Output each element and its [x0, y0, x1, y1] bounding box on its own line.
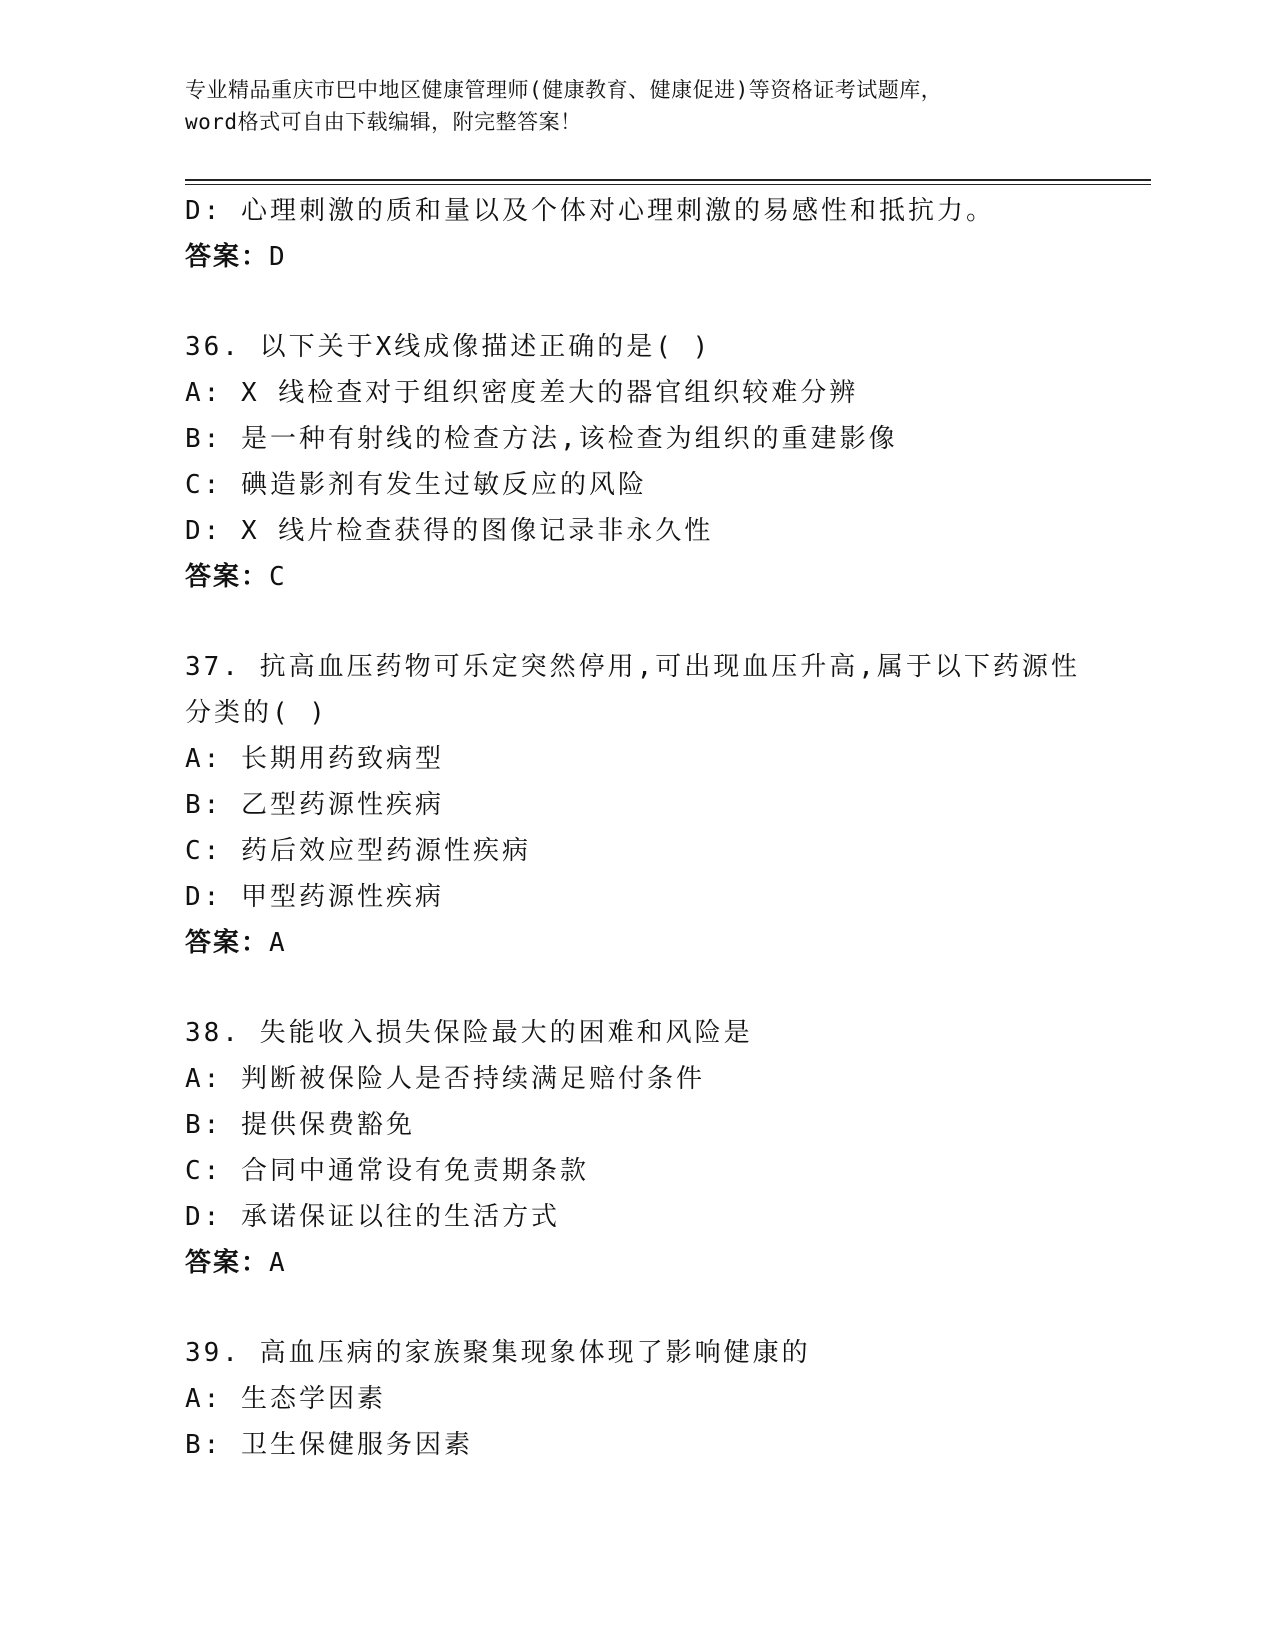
spacer [185, 966, 1145, 1010]
question-stem-line-1: 37. 抗高血压药物可乐定突然停用,可出现血压升高,属于以下药源性 [185, 652, 1080, 682]
question-37 [185, 644, 1145, 966]
option-d: D: 甲型药源性疾病 [185, 882, 444, 912]
answer-value: A [269, 928, 287, 958]
option-b: B: 卫生保健服务因素 [185, 1430, 473, 1460]
option-b: B: 乙型药源性疾病 [185, 790, 444, 820]
answer-value: D [269, 242, 287, 272]
answer-label: 答案： [185, 928, 270, 958]
answer-line [185, 920, 1145, 966]
question-stem: 38. 失能收入损失保险最大的困难和风险是 [185, 1018, 753, 1048]
header-line-1: 专业精品重庆市巴中地区健康管理师(健康教育、健康促进)等资格证考试题库， [185, 78, 943, 102]
spacer [185, 280, 1145, 324]
spacer [185, 600, 1145, 644]
answer-line [185, 234, 1145, 280]
question-stem: 36. 以下关于X线成像描述正确的是( ) [185, 332, 712, 362]
question-36 [185, 324, 1145, 600]
header-line-2: word格式可自由下载编辑，附完整答案！ [185, 110, 582, 134]
document-body [185, 188, 1145, 1468]
option-a: A: 生态学因素 [185, 1384, 386, 1414]
option-d: D: 心理刺激的质和量以及个体对心理刺激的易感性和抵抗力。 [185, 196, 995, 226]
header-divider [185, 179, 1151, 185]
option-c: C: 碘造影剂有发生过敏反应的风险 [185, 470, 647, 500]
answer-label: 答案： [185, 242, 270, 272]
previous-question-tail [185, 188, 1145, 280]
answer-label: 答案： [185, 562, 270, 592]
option-c: C: 合同中通常设有免责期条款 [185, 1156, 589, 1186]
answer-value: A [269, 1248, 287, 1278]
question-stem-line-2: 分类的( ) [185, 698, 328, 728]
question-38 [185, 1010, 1145, 1286]
option-a: A: 判断被保险人是否持续满足赔付条件 [185, 1064, 705, 1094]
answer-label: 答案： [185, 1248, 270, 1278]
option-d: D: 承诺保证以往的生活方式 [185, 1202, 560, 1232]
option-c: C: 药后效应型药源性疾病 [185, 836, 531, 866]
option-b: B: 提供保费豁免 [185, 1110, 415, 1140]
answer-line [185, 554, 1145, 600]
option-a: A: X 线检查对于组织密度差大的器官组织较难分辨 [185, 378, 859, 408]
question-39 [185, 1330, 1145, 1468]
option-b: B: 是一种有射线的检查方法,该检查为组织的重建影像 [185, 424, 898, 454]
page-header [185, 74, 1145, 138]
spacer [185, 1286, 1145, 1330]
option-d: D: X 线片检查获得的图像记录非永久性 [185, 516, 714, 546]
answer-value: C [269, 562, 287, 592]
option-a: A: 长期用药致病型 [185, 744, 444, 774]
question-stem: 39. 高血压病的家族聚集现象体现了影响健康的 [185, 1338, 811, 1368]
answer-line [185, 1240, 1145, 1286]
